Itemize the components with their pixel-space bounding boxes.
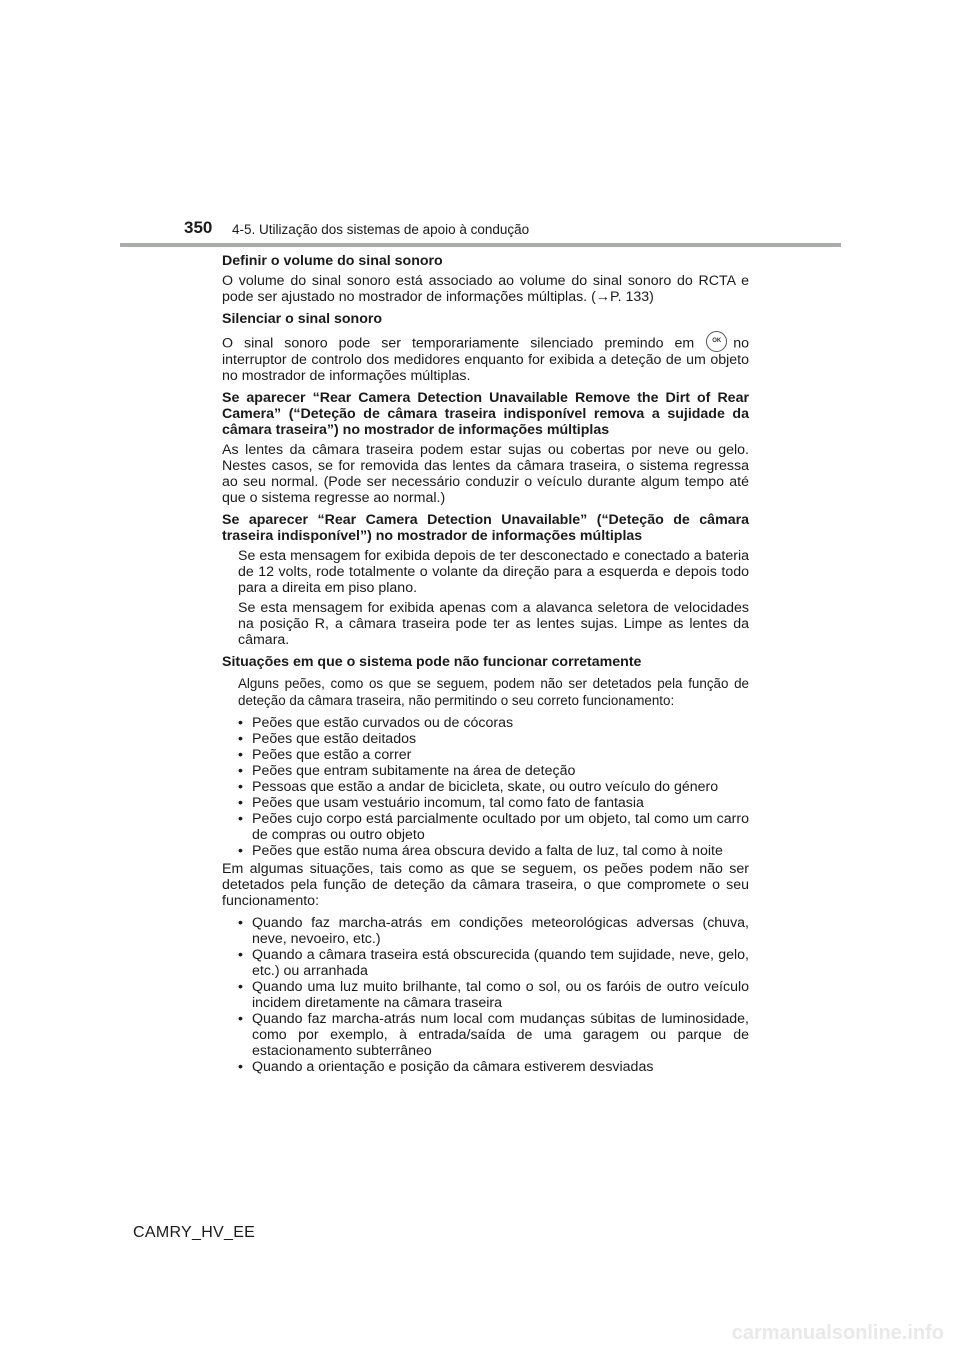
list-item: • Peões cujo corpo está parcialmente ocultado por um objeto, tal como um carro de compras ou outro objeto — [252, 811, 749, 843]
mute-heading: Silenciar o sinal sonoro — [222, 311, 383, 327]
page-number: 350 — [184, 218, 213, 237]
header-rule — [120, 243, 841, 247]
mute-body — [222, 335, 749, 384]
ok-button-icon: OK — [706, 331, 727, 352]
pedestrian-list — [222, 715, 749, 859]
mute-body-after: no interruptor de controlo dos medidores enquanto for exibida a deteção de um objeto no mostrador de informações múltiplas. — [222, 335, 749, 384]
unavailable-para-2: Se esta mensagem for exibida apenas com a alavanca seletora de velocidades na posição R, a câmara traseira pode ter as lentes sujas. Limpe as lentes da câmara. — [238, 600, 749, 648]
list-item: • Quando faz marcha-atrás num local com mudanças súbitas de luminosidade, como por exemplo, à entrada/saída de uma garagem ou parque de estacionamento subterrâneo — [252, 1011, 749, 1059]
conditions-list — [222, 915, 749, 1075]
remove-dirt-body: As lentes da câmara traseira podem estar sujas ou cobertas por neve ou gelo. Nestes casos, se for removida das lentes da câmara traseira, o sistema regressa ao seu normal. (Pode ser necessário conduzir o veículo durante algum tempo até que o sistema regresse ao normal.) — [222, 442, 749, 506]
list-item: • Quando a câmara traseira está obscurecida (quando tem sujidade, neve, gelo, etc.) ou arranhada — [252, 947, 749, 979]
unavailable-heading: Se aparecer “Rear Camera Detection Unavailable” (“Deteção de câmara traseira indisponível”) no mostrador de informações múltiplas — [222, 512, 749, 544]
section-title: 4-5. Utilização dos sistemas de apoio à condução — [232, 222, 530, 237]
volume-heading: Definir o volume do sinal sonoro — [222, 253, 443, 269]
unavailable-para-1: Se esta mensagem for exibida depois de ter desconectado e conectado a bateria de 12 volts, rode totalmente o volante da direção para a esquerda e depois todo para a direita em piso plano. — [238, 548, 749, 596]
list-item: • Quando faz marcha-atrás em condições meteorológicas adversas (chuva, neve, nevoeiro, etc.) — [252, 915, 749, 947]
remove-dirt-heading: Se aparecer “Rear Camera Detection Unavailable Remove the Dirt of Rear Camera” (“Deteção de câmara traseira indisponível remova a sujidade da câmara traseira”) no mostrador de informações múltiplas — [222, 390, 749, 438]
page-content — [222, 253, 749, 1075]
footer-model-code: CAMRY_HV_EE — [133, 1224, 256, 1241]
list-item: • Peões que estão curvados ou de cócoras — [252, 715, 749, 731]
mute-body-before: O sinal sonoro pode ser temporariamente silenciado premindo em — [222, 335, 695, 352]
list-item: • Peões que estão a correr — [252, 747, 749, 763]
list-item: • Quando uma luz muito brilhante, tal como o sol, ou os faróis de outro veículo incidem diretamente na câmara traseira — [252, 979, 749, 1011]
list-item: • Peões que estão deitados — [252, 731, 749, 747]
list-item: • Peões que estão numa área obscura devido a falta de luz, tal como à noite — [252, 843, 749, 859]
list-item: • Peões que usam vestuário incomum, tal como fato de fantasia — [252, 795, 749, 811]
situations-intro-2: Em algumas situações, tais como as que se seguem, os peões podem não ser detetados pela função de deteção da câmara traseira, o que compromete o seu funcionamento: — [222, 861, 749, 909]
volume-body: O volume do sinal sonoro está associado ao volume do sinal sonoro do RCTA e pode ser ajustado no mostrador de informações múltiplas. (→P. 133) — [222, 273, 749, 305]
situations-heading: Situações em que o sistema pode não funcionar corretamente — [222, 654, 642, 670]
list-item: • Quando a orientação e posição da câmara estiverem desviadas — [252, 1059, 749, 1075]
situations-intro-1: Alguns peões, como os que se seguem, podem não ser detetados pela função de deteção da câmara traseira, não permitindo o seu correto funcionamento: — [238, 676, 749, 708]
list-item: • Peões que entram subitamente na área de deteção — [252, 763, 749, 779]
list-item: • Pessoas que estão a andar de bicicleta, skate, ou outro veículo do género — [252, 779, 749, 795]
watermark: carmanualsonline.info — [731, 1322, 944, 1344]
